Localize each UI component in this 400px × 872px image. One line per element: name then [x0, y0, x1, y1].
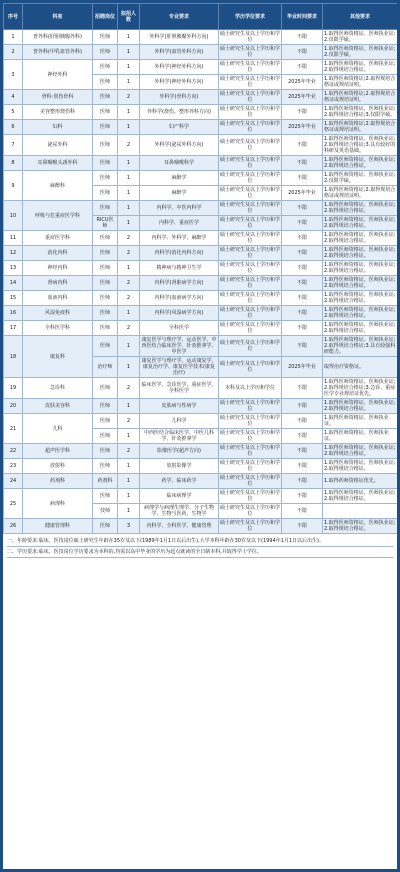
- notes-section: [3, 534, 397, 560]
- table-row: [4, 336, 398, 357]
- cell-graduation: 不限: [282, 429, 323, 444]
- cell-degree: 硕士研究生及以上学历和学位: [220, 277, 281, 289]
- cell-no: 19: [4, 378, 23, 399]
- cell-post: 医师: [93, 231, 118, 246]
- cell-graduation: 不限: [282, 60, 323, 75]
- cell-count: 1: [118, 399, 140, 414]
- cell-no: 16: [4, 306, 23, 321]
- cell-department: 风湿免疫科: [23, 306, 93, 321]
- cell-department: 儿科: [23, 414, 93, 444]
- cell-major: 内科学(消化内科方向): [140, 246, 219, 261]
- cell-count: 1: [118, 306, 140, 321]
- cell-count: 1: [118, 30, 140, 45]
- cell-other: 1.取得医师资格证、医师执业证;2.取得规培合格证;3.具有较好的科研及英语基础。: [323, 135, 398, 156]
- cell-other: 1.取得医师资格证、医师执业证;2.取得规培合格证;3.仅限学硕。: [323, 105, 398, 120]
- cell-other: 1.取得医师资格证、医师执业证;2.仅限学硕。: [323, 30, 398, 45]
- table-row: [4, 120, 398, 135]
- cell-post: 医师: [93, 156, 118, 171]
- table-row: [4, 171, 398, 186]
- cell-post: 医师: [93, 246, 118, 261]
- cell-degree: 硕士研究生及以上学历和学位: [220, 505, 281, 517]
- cell-post: 医师: [93, 399, 118, 414]
- cell-other: 1.取得医师资格证;2.取得规培合格证或规培证明。: [323, 120, 398, 135]
- cell-department: 超声医学科: [23, 444, 93, 459]
- cell-no: 15: [4, 291, 23, 306]
- cell-degree: 硕士研究生及以上学历和学位: [219, 135, 282, 156]
- cell-degree: 硕士研究生及以上学历和学位: [220, 520, 281, 532]
- cell-other: 1.取得医师资格证、医师执业证;2.取得规培合格证。: [323, 201, 398, 216]
- cell-other: 1.取得医师资格证、医师执业证;2.取得规培合格证。: [323, 459, 398, 474]
- cell-no: 22: [4, 444, 23, 459]
- cell-no: 24: [4, 474, 23, 489]
- cell-graduation: 不限: [282, 459, 323, 474]
- cell-degree: 硕士研究生及以上学历和学位: [219, 336, 282, 357]
- table-row: [4, 45, 398, 60]
- cell-other: 1.取得医师资格证、医师执业证;2.仅限学硕。: [323, 45, 398, 60]
- cell-other: [323, 504, 398, 519]
- cell-no: 20: [4, 399, 23, 414]
- cell-degree: 硕士研究生及以上学历和学位: [220, 430, 281, 442]
- cell-post: 医师: [93, 201, 118, 216]
- cell-major: 外科学(神经外科方向): [140, 60, 219, 75]
- table-row: [4, 489, 398, 504]
- cell-major: 临床医学、急诊医学、重症医学、全科医学: [140, 378, 219, 399]
- header-other: 其他要求: [323, 4, 398, 30]
- cell-no: 21: [4, 414, 23, 444]
- cell-degree: 硕士研究生及以上学历和学位: [220, 400, 281, 412]
- cell-degree: 硕士研究生及以上学历和学位: [220, 157, 281, 169]
- cell-graduation: 2025年毕业: [282, 186, 323, 201]
- cell-no: 17: [4, 321, 23, 336]
- cell-no: 1: [4, 30, 23, 45]
- table-row: [4, 30, 398, 45]
- note-item: 二、学历要求:临床、医技岗位学历要求为本科的,均需以高中毕业的学历为起点就读的全日制本科,并取得学士学位。: [7, 547, 393, 558]
- cell-other: 1.取得医师资格证、医师执业证;2.取得规培合格证。: [323, 246, 398, 261]
- table-row: [4, 321, 398, 336]
- cell-major: 麻醉学: [140, 186, 219, 201]
- cell-graduation: 不限: [282, 336, 323, 357]
- cell-post: 医师: [93, 261, 118, 276]
- cell-count: 3: [118, 519, 140, 534]
- cell-no: 9: [4, 171, 23, 201]
- cell-major: 耳鼻咽喉科学: [140, 156, 219, 171]
- cell-other: 1.取得医师资格证、医师执业证;2.取得规培合格证;3.具有较强科研能力。: [323, 336, 398, 357]
- cell-major: 内科学(肾脏病学方向): [140, 276, 219, 291]
- cell-post: 医师: [93, 90, 118, 105]
- header-no: 序号: [4, 4, 23, 30]
- cell-count: 1: [118, 504, 140, 519]
- cell-graduation: 不限: [282, 135, 323, 156]
- cell-department: 健康管理科: [23, 519, 93, 534]
- table-row: [4, 156, 398, 171]
- cell-major: 儿科学: [140, 414, 219, 429]
- cell-degree: 硕士研究生及以上学历和学位: [220, 187, 281, 199]
- table-row: [4, 246, 398, 261]
- cell-count: 1: [118, 171, 140, 186]
- cell-major: 外科学(血管外科方向): [140, 45, 219, 60]
- cell-post: 药剂科: [93, 474, 118, 489]
- cell-major: 外科学(神经外科方向): [140, 75, 219, 90]
- cell-graduation: 不限: [282, 171, 323, 186]
- table-row: [4, 414, 398, 429]
- cell-count: 1: [118, 459, 140, 474]
- cell-degree: 硕士研究生及以上学历和学位: [220, 172, 281, 184]
- note-item: 一、年龄要求:临床、医技岗位硕士研究生年龄在35岁及以下(1989年1月1日以后出生),大学本科年龄在30岁及以下(1994年1月1日以后出生)。: [7, 536, 393, 547]
- table-row: [4, 60, 398, 75]
- cell-graduation: 不限: [282, 519, 323, 534]
- cell-count: 2: [118, 246, 140, 261]
- cell-degree: 硕士研究生及以上学历和学位: [220, 217, 281, 229]
- cell-count: 1: [118, 336, 140, 357]
- cell-post: 治疗师: [93, 357, 118, 378]
- header-major: 专业要求: [140, 4, 219, 30]
- cell-other: 取得治疗资格证。: [323, 357, 398, 378]
- cell-major: 精神病与精神卫生学: [140, 261, 219, 276]
- cell-graduation: 不限: [282, 474, 323, 489]
- cell-degree: 硕士研究生及以上学历和学位: [220, 202, 281, 214]
- header-graduation: 毕业时间要求: [282, 4, 323, 30]
- cell-degree: 硕士研究生及以上学历和学位: [220, 307, 281, 319]
- cell-other: 1.取得医师资格证、医师执业证;2.取得规培合格证。: [323, 444, 398, 459]
- cell-graduation: 不限: [282, 306, 323, 321]
- cell-other: 1.取得药师资格证优先。: [323, 474, 398, 489]
- cell-department: 急诊科: [23, 378, 93, 399]
- table-row: [4, 459, 398, 474]
- header-post: 招聘岗位: [93, 4, 118, 30]
- table-row: [4, 474, 398, 489]
- table-row: [4, 306, 398, 321]
- cell-no: 18: [4, 336, 23, 378]
- cell-major: 内科学、中医内科学: [140, 201, 219, 216]
- cell-department: 美容整形烧伤科: [23, 105, 93, 120]
- table-body: [4, 30, 398, 534]
- cell-degree: 硕士研究生及以上学历和学位: [219, 357, 282, 378]
- cell-post: 医师: [93, 519, 118, 534]
- cell-graduation: 2025年毕业: [282, 90, 323, 105]
- cell-degree: 硕士研究生及以上学历和学位: [220, 31, 281, 43]
- cell-degree: 硕士研究生及以上学历和学位: [220, 460, 281, 472]
- cell-post: 医师: [93, 171, 118, 186]
- table-row: [4, 519, 398, 534]
- cell-post: 医师: [93, 429, 118, 444]
- table-row: [4, 291, 398, 306]
- cell-other: 1.取得医师资格证、医师执业证;2.取得规培合格证。: [323, 321, 398, 336]
- cell-major: 妇产科学: [140, 120, 219, 135]
- cell-major: 全科医学: [140, 321, 219, 336]
- table-row: [4, 276, 398, 291]
- cell-other: 1.取得医师资格证、医师执业证;2.取得规培合格证;3.急诊、重症医学专业规培证优先。: [323, 378, 398, 399]
- cell-graduation: 不限: [282, 504, 323, 519]
- header-count: 拟招人数: [118, 4, 140, 30]
- cell-graduation: 不限: [282, 291, 323, 306]
- cell-count: 2: [118, 321, 140, 336]
- cell-major: 放射影像学: [140, 459, 219, 474]
- table-row: [4, 231, 398, 246]
- cell-count: 1: [118, 357, 140, 378]
- cell-graduation: 不限: [282, 414, 323, 429]
- cell-department: 呼吸与危重症医学科: [23, 201, 93, 231]
- cell-post: 医师: [93, 459, 118, 474]
- cell-department: 康复科: [23, 336, 93, 378]
- cell-graduation: 2025年毕业: [282, 75, 323, 90]
- cell-post: 医师: [93, 186, 118, 201]
- cell-major: 康复医学与理疗学、运动医学、中西医结合临床医学、针灸推拿学、中医学: [141, 337, 217, 355]
- cell-no: 14: [4, 276, 23, 291]
- cell-post: 医师: [93, 45, 118, 60]
- cell-graduation: 不限: [282, 276, 323, 291]
- cell-other: 1.取得医师资格证、医师执业证;2.取得规培合格证。: [323, 216, 398, 231]
- cell-department: 药剂科: [23, 474, 93, 489]
- cell-no: 11: [4, 231, 23, 246]
- cell-no: 10: [4, 201, 23, 231]
- cell-graduation: 不限: [282, 399, 323, 414]
- cell-graduation: 不限: [282, 444, 323, 459]
- cell-other: 1.取得医师资格证、医师执业证;2.取得规培合格证。: [323, 306, 398, 321]
- cell-count: 1: [118, 186, 140, 201]
- cell-count: 2: [118, 291, 140, 306]
- header-department: 科室: [23, 4, 93, 30]
- cell-major: 内科学(血液病学方向): [140, 291, 219, 306]
- cell-degree: 硕士研究生及以上学历和学位: [220, 121, 281, 133]
- table-row: [4, 201, 398, 216]
- table-row: [4, 261, 398, 276]
- cell-department: 骨科:创伤骨科: [23, 90, 93, 105]
- cell-graduation: 不限: [282, 201, 323, 216]
- cell-count: 1: [118, 489, 140, 504]
- cell-department: 耳鼻咽喉头颈外科: [23, 156, 93, 171]
- cell-count: 2: [118, 414, 140, 429]
- cell-no: 25: [4, 489, 23, 519]
- cell-graduation: 不限: [282, 30, 323, 45]
- cell-post: RICU医师: [93, 216, 118, 231]
- cell-post: 医师: [93, 321, 118, 336]
- cell-degree: 硕士研究生及以上学历和学位: [220, 415, 281, 427]
- cell-count: 1: [118, 216, 140, 231]
- cell-degree: 硕士研究生及以上学历和学位: [220, 247, 281, 259]
- cell-major: 皮肤病与性病学: [140, 399, 219, 414]
- cell-other: 1.取得医师资格证、医师执业证;2.取得规培合格证。: [323, 291, 398, 306]
- cell-department: 神经外科: [23, 60, 93, 90]
- cell-other: 1.取得医师资格证、医师执业证;2.取得规培合格证。: [323, 156, 398, 171]
- table-row: [4, 90, 398, 105]
- cell-post: 技师: [93, 504, 118, 519]
- cell-count: 2: [118, 135, 140, 156]
- cell-count: 1: [118, 45, 140, 60]
- cell-post: 医师: [93, 135, 118, 156]
- cell-department: 消化内科: [23, 246, 93, 261]
- cell-count: 2: [118, 231, 140, 246]
- cell-no: 12: [4, 246, 23, 261]
- cell-post: 医师: [93, 306, 118, 321]
- table-row: [4, 399, 398, 414]
- cell-graduation: 不限: [282, 489, 323, 504]
- cell-department: 普外科(肝胆胰腺外科): [23, 30, 93, 45]
- cell-degree: 硕士研究生及以上学历和学位: [220, 76, 281, 88]
- cell-degree: 硕士研究生及以上学历和学位: [220, 292, 281, 304]
- cell-degree: 硕士研究生及以上学历和学位: [220, 91, 281, 103]
- cell-post: 医师: [93, 75, 118, 90]
- cell-degree: 硕士研究生及以上学历和学位: [220, 475, 281, 487]
- cell-other: 1.取得医师资格证、医师执业证;2.仅限学硕。: [323, 171, 398, 186]
- cell-no: 13: [4, 261, 23, 276]
- cell-graduation: 2025年毕业: [282, 357, 323, 378]
- cell-post: 医师: [93, 105, 118, 120]
- cell-other: 1.取得医师资格证、医师执业证;2.取得规培合格证。: [323, 231, 398, 246]
- cell-count: 1: [118, 156, 140, 171]
- cell-major: 外科学(骨科方向): [140, 90, 219, 105]
- cell-other: 1.取得医师资格证、医师执业证。: [323, 429, 398, 444]
- cell-no: 6: [4, 120, 23, 135]
- cell-department: 全科医学科: [23, 321, 93, 336]
- cell-degree: 硕士研究生及以上学历和学位: [220, 232, 281, 244]
- cell-department: 病理科: [23, 489, 93, 519]
- cell-other: 1.取得医师资格证、医师执业证;2.取得规培合格证。: [323, 489, 398, 504]
- cell-major: 康复医学与理疗学、运动康复学、康复治疗学、康复医学技术(康复治疗): [141, 358, 217, 376]
- cell-graduation: 不限: [282, 45, 323, 60]
- cell-degree: 硕士研究生及以上学历和学位: [220, 322, 281, 334]
- cell-post: 医师: [93, 276, 118, 291]
- cell-graduation: 2025年毕业: [282, 120, 323, 135]
- recruitment-table: [3, 3, 397, 534]
- cell-degree: 硕士研究生及以上学历和学位: [220, 106, 281, 118]
- cell-department: 肾病内科: [23, 276, 93, 291]
- cell-post: 医师: [93, 378, 118, 399]
- cell-graduation: 不限: [282, 261, 323, 276]
- cell-major: 临床病理学: [140, 489, 219, 504]
- cell-major: 外科学(烧伤、整形外科方向): [140, 105, 219, 120]
- cell-major: 外科学(肝胆胰腺外科方向): [140, 30, 219, 45]
- cell-count: 1: [118, 429, 140, 444]
- cell-post: 医师: [93, 291, 118, 306]
- cell-degree: 硕士研究生及以上学历和学位: [220, 490, 281, 502]
- table-row: [4, 135, 398, 156]
- table-header-row: [4, 4, 398, 30]
- cell-major: 内科学、重症医学: [140, 216, 219, 231]
- cell-other: 1.取得医师资格证、医师执业证;2.取得规培合格证。: [323, 276, 398, 291]
- cell-post: 医师: [93, 336, 118, 357]
- cell-graduation: 不限: [282, 156, 323, 171]
- cell-department: 泌尿外科: [23, 135, 93, 156]
- table-row: [4, 378, 398, 399]
- cell-degree: 硕士研究生及以上学历和学位: [220, 61, 281, 73]
- cell-major: 药学、临床药学: [140, 474, 219, 489]
- cell-post: 医师: [93, 414, 118, 429]
- cell-count: 1: [118, 60, 140, 75]
- cell-post: 医师: [93, 489, 118, 504]
- cell-post: 医师: [93, 120, 118, 135]
- cell-count: 1: [118, 75, 140, 90]
- cell-degree: 硕士研究生及以上学历和学位: [220, 445, 281, 457]
- cell-department: 麻醉科: [23, 171, 93, 201]
- cell-post: 医师: [93, 30, 118, 45]
- cell-count: 1: [118, 105, 140, 120]
- cell-other: 1.取得医师资格证、医师执业证;2.取得规培合格证。: [323, 261, 398, 276]
- cell-count: 1: [118, 261, 140, 276]
- cell-other: 1.取得医师资格证;2.取得规培合格证或规培证明。: [323, 90, 398, 105]
- cell-graduation: 不限: [282, 321, 323, 336]
- table-row: [4, 444, 398, 459]
- table-row: [4, 105, 398, 120]
- cell-no: 26: [4, 519, 23, 534]
- cell-other: 1.取得医师资格证、医师执业证。: [323, 414, 398, 429]
- cell-major: 病理学与病理生理学、分子生物学、生物与医药、生物学: [140, 504, 219, 519]
- cell-post: 医师: [93, 444, 118, 459]
- header-degree: 学历学位要求: [219, 4, 282, 30]
- cell-count: 2: [118, 276, 140, 291]
- cell-degree: 本科及以上学历和学位: [219, 378, 282, 399]
- cell-count: 1: [118, 201, 140, 216]
- cell-count: 2: [118, 444, 140, 459]
- cell-graduation: 不限: [282, 246, 323, 261]
- cell-major: 内科学、外科学、麻醉学: [140, 231, 219, 246]
- cell-other: 1.取得医师资格证、医师执业证;2.取得规培合格证。: [323, 399, 398, 414]
- cell-department: 普外科(甲乳血管外科): [23, 45, 93, 60]
- cell-other: 1.取得医师资格证;2.取得规培合格证或规培证明。: [323, 75, 398, 90]
- cell-department: 重症医学科: [23, 231, 93, 246]
- cell-major: 内科学、全科医学、健康管理: [140, 519, 219, 534]
- cell-department: 放射科: [23, 459, 93, 474]
- cell-major: 中西医结合临床医学、中医儿科学、针灸推拿学: [140, 429, 219, 444]
- cell-other: 1.取得医师资格证、医师执业证;2.取得规培合格证。: [323, 519, 398, 534]
- cell-graduation: 不限: [282, 105, 323, 120]
- cell-degree: 硕士研究生及以上学历和学位: [220, 46, 281, 58]
- cell-other: 1.取得医师资格证、医师执业证;2.取得规培合格证。: [323, 60, 398, 75]
- cell-other: 1.取得医师资格证;2.取得规培合格证或规培证明。: [323, 186, 398, 201]
- cell-degree: 硕士研究生及以上学历和学位: [220, 262, 281, 274]
- cell-graduation: 不限: [282, 378, 323, 399]
- cell-no: 3: [4, 60, 23, 90]
- cell-no: 8: [4, 156, 23, 171]
- cell-graduation: 不限: [282, 216, 323, 231]
- cell-major: 内科学(风湿病学方向): [140, 306, 219, 321]
- cell-no: 2: [4, 45, 23, 60]
- cell-department: 血液内科: [23, 291, 93, 306]
- cell-count: 1: [118, 474, 140, 489]
- cell-count: 2: [118, 90, 140, 105]
- cell-no: 5: [4, 105, 23, 120]
- cell-department: 神经内科: [23, 261, 93, 276]
- cell-count: 2: [118, 378, 140, 399]
- cell-department: 皮肤美容科: [23, 399, 93, 414]
- job-table-frame: [3, 3, 397, 869]
- cell-no: 7: [4, 135, 23, 156]
- cell-graduation: 不限: [282, 231, 323, 246]
- cell-no: 23: [4, 459, 23, 474]
- cell-major: 外科学(泌尿外科方向): [140, 135, 219, 156]
- cell-major: 麻醉学: [140, 171, 219, 186]
- cell-department: 妇科: [23, 120, 93, 135]
- cell-post: 医师: [93, 60, 118, 75]
- cell-no: 4: [4, 90, 23, 105]
- cell-major: 影像医学(超声方向): [140, 444, 219, 459]
- cell-count: 1: [118, 120, 140, 135]
